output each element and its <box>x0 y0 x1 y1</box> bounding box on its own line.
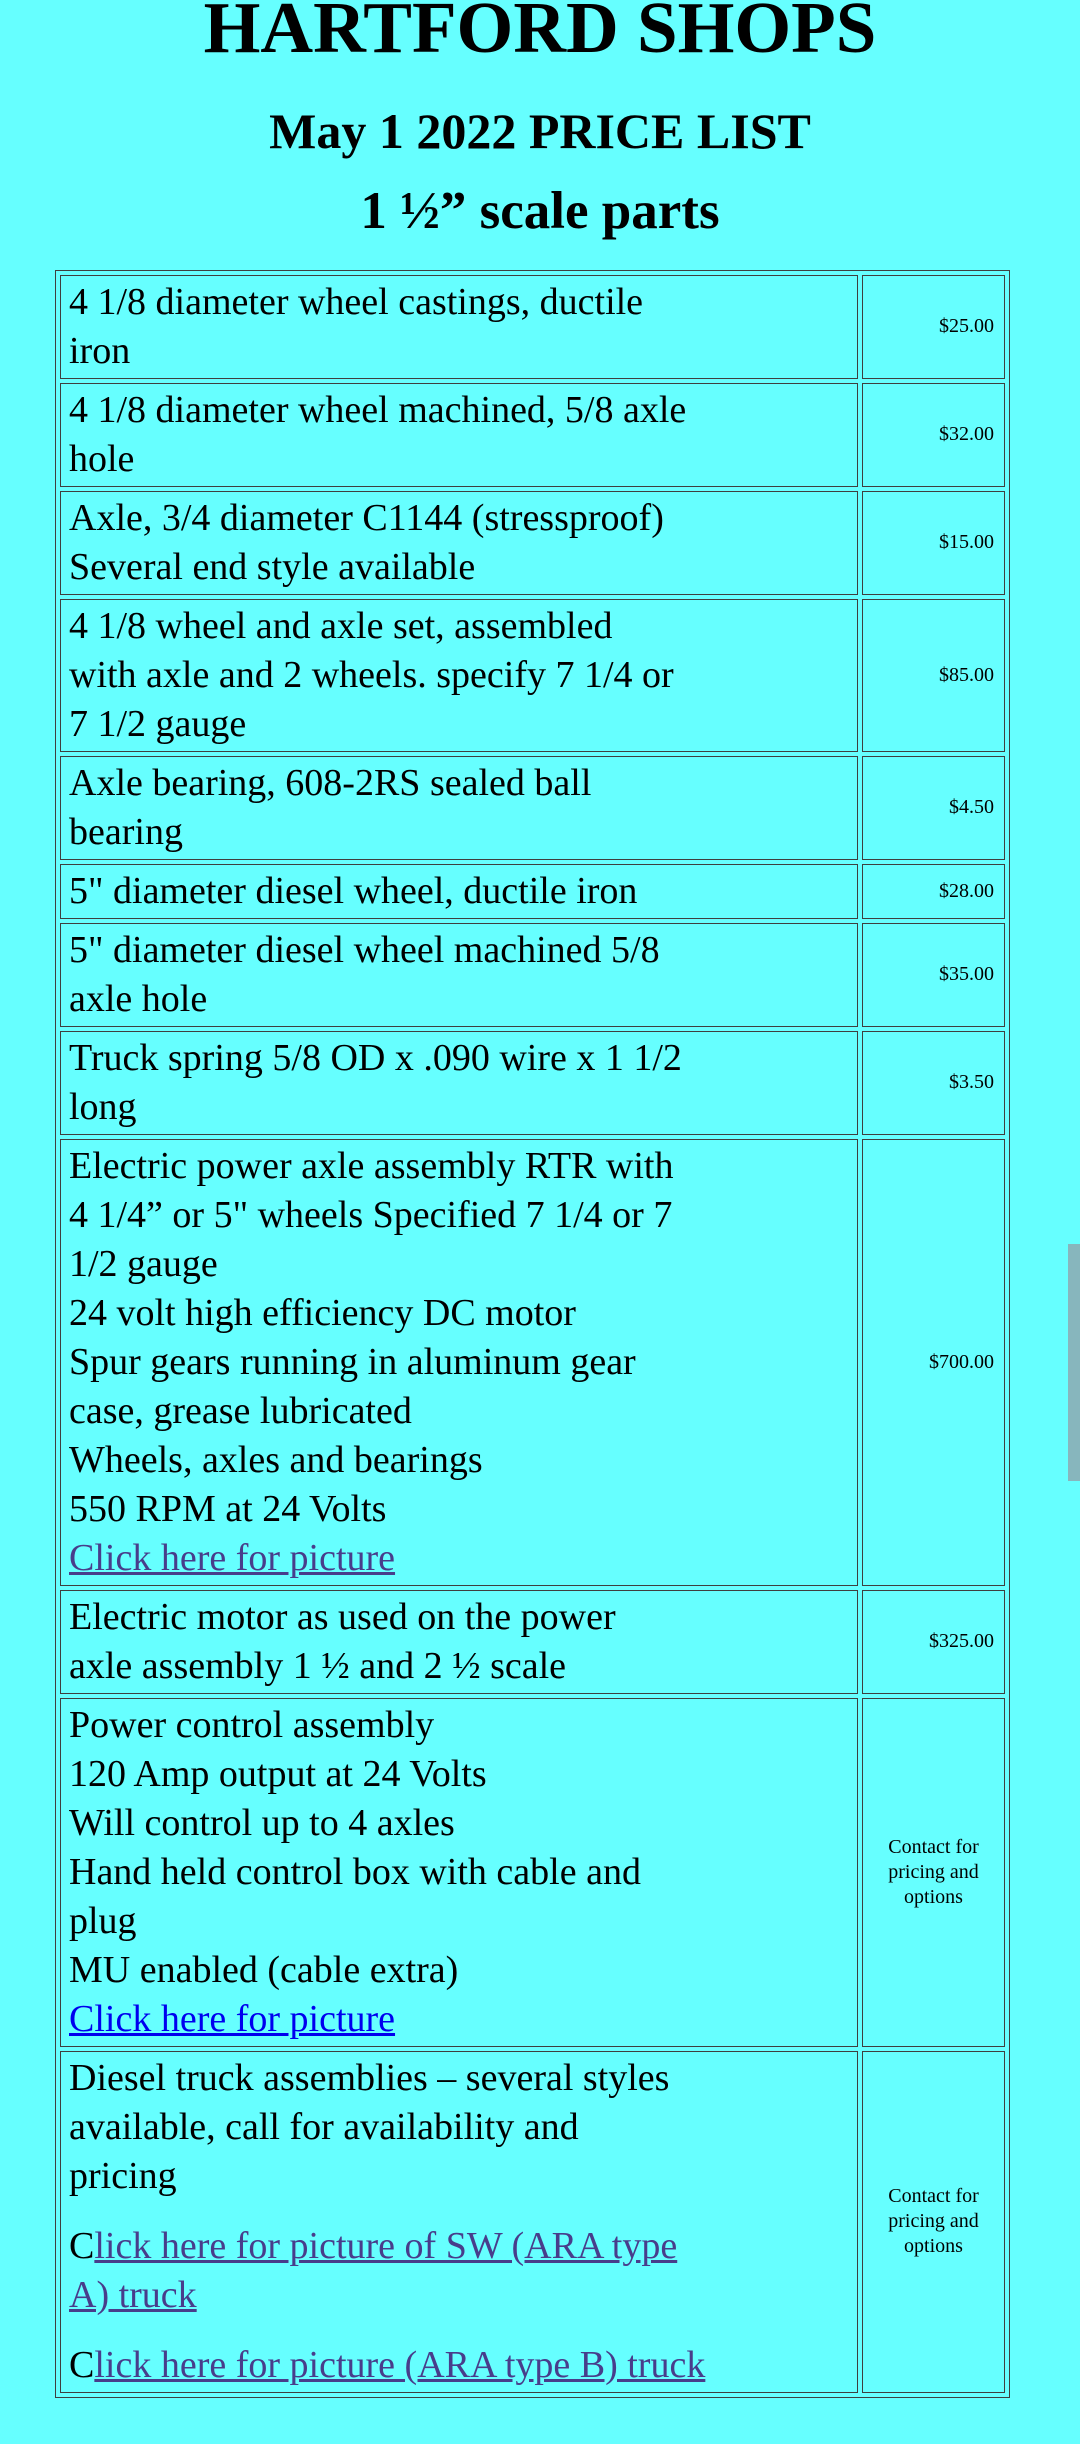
scale-parts-subtitle: 1 ½” scale parts <box>360 182 720 240</box>
price-cell: Contact for pricing and options <box>862 2051 1005 2393</box>
table-row <box>60 756 1005 860</box>
link-line <box>69 2341 849 2390</box>
price-cell: $35.00 <box>862 923 1005 1027</box>
item-description-text: pricing <box>69 2154 177 2197</box>
item-description-text: Electric motor as used on the power <box>69 1595 616 1638</box>
price-cell: $4.50 <box>862 756 1005 860</box>
table-row <box>60 491 1005 595</box>
item-description-text: available, call for availability and <box>69 2105 579 2148</box>
item-description-text: Axle bearing, 608-2RS sealed ball <box>69 761 592 804</box>
table-row <box>60 1139 1005 1586</box>
table-row <box>60 1031 1005 1135</box>
item-description-text: hole <box>69 437 135 480</box>
item-description-text: 24 volt high efficiency DC motor <box>69 1291 576 1334</box>
table-row <box>60 864 1005 919</box>
ara-type-b-truck-picture-link[interactable]: lick here for picture (ARA type B) truck <box>94 2343 706 2386</box>
price-cell: Contact for pricing and options <box>862 1698 1005 2047</box>
table-row <box>60 2051 1005 2393</box>
link-line <box>69 2222 849 2320</box>
price-cell: $25.00 <box>862 275 1005 379</box>
item-description-text: 4 1/8 wheel and axle set, assembled <box>69 604 613 647</box>
item-description-text: 550 RPM at 24 Volts <box>69 1487 387 1530</box>
item-description-text: 5" diameter diesel wheel, ductile iron <box>69 869 638 912</box>
power-axle-picture-link[interactable]: Click here for picture <box>69 1536 396 1579</box>
price-table <box>55 270 1010 2398</box>
price-cell: $32.00 <box>862 383 1005 487</box>
item-description-cell <box>60 599 858 752</box>
item-description-text: case, grease lubricated <box>69 1389 412 1432</box>
item-description-text: with axle and 2 wheels. specify 7 1/4 or <box>69 653 674 696</box>
item-description-text: axle hole <box>69 977 208 1020</box>
link-prefix-text: C <box>69 2224 95 2267</box>
item-description-cell <box>60 1698 858 2047</box>
item-description-cell <box>60 491 858 595</box>
scrollbar-thumb[interactable] <box>1068 1244 1080 1481</box>
price-table-body <box>60 275 1005 2393</box>
item-description-text: iron <box>69 329 131 372</box>
item-description-cell <box>60 1590 858 1694</box>
price-cell: $15.00 <box>862 491 1005 595</box>
price-cell: $85.00 <box>862 599 1005 752</box>
price-list-subtitle: May 1 2022 PRICE LIST <box>269 103 811 159</box>
item-description-text: Power control assembly <box>69 1703 435 1746</box>
table-row <box>60 275 1005 379</box>
item-description-text: Wheels, axles and bearings <box>69 1438 483 1481</box>
link-line <box>69 1995 849 2044</box>
item-description-text: Several end style available <box>69 545 476 588</box>
item-description-cell <box>60 864 858 919</box>
sw-ara-type-a-truck-picture-link[interactable]: lick here for picture of SW (ARA type A) truck <box>69 2224 678 2316</box>
item-description-text: bearing <box>69 810 183 853</box>
item-description-text: 4 1/8 diameter wheel machined, 5/8 axle <box>69 388 687 431</box>
item-description-text: 120 Amp output at 24 Volts <box>69 1752 487 1795</box>
table-row <box>60 383 1005 487</box>
table-row <box>60 1590 1005 1694</box>
link-line <box>69 1534 849 1583</box>
power-control-picture-link[interactable]: Click here for picture <box>69 1997 396 2040</box>
item-description-text: Truck spring 5/8 OD x .090 wire x 1 1/2 <box>69 1036 682 1079</box>
link-prefix-text: C <box>69 2343 95 2386</box>
item-description-text: long <box>69 1085 137 1128</box>
item-description-text: 5" diameter diesel wheel machined 5/8 <box>69 928 660 971</box>
item-description-text: Electric power axle assembly RTR with <box>69 1144 674 1187</box>
item-description-cell <box>60 923 858 1027</box>
item-description-cell <box>60 2051 858 2393</box>
item-description-text: Spur gears running in aluminum gear <box>69 1340 636 1383</box>
item-description-text: plug <box>69 1899 137 1942</box>
item-description-cell <box>60 275 858 379</box>
page-title: HARTFORD SHOPS <box>203 0 877 68</box>
price-cell: $3.50 <box>862 1031 1005 1135</box>
price-cell: $700.00 <box>862 1139 1005 1586</box>
item-description-text: 4 1/8 diameter wheel castings, ductile <box>69 280 644 323</box>
item-description-text: Diesel truck assemblies – several styles <box>69 2056 670 2099</box>
item-description-cell <box>60 1031 858 1135</box>
item-description-text: MU enabled (cable extra) <box>69 1948 459 1991</box>
item-description-text: Axle, 3/4 diameter C1144 (stressproof) <box>69 496 664 539</box>
table-row <box>60 599 1005 752</box>
price-cell: $28.00 <box>862 864 1005 919</box>
price-cell: $325.00 <box>862 1590 1005 1694</box>
item-description-text: 7 1/2 gauge <box>69 702 247 745</box>
item-description-text: Will control up to 4 axles <box>69 1801 455 1844</box>
item-description-cell <box>60 1139 858 1586</box>
item-description-text: axle assembly 1 ½ and 2 ½ scale <box>69 1644 567 1687</box>
item-description-text: 1/2 gauge <box>69 1242 218 1285</box>
table-row <box>60 923 1005 1027</box>
item-description-cell <box>60 756 858 860</box>
item-description-text: 4 1/4” or 5" wheels Specified 7 1/4 or 7 <box>69 1193 673 1236</box>
table-row <box>60 1698 1005 2047</box>
item-description-text: Hand held control box with cable and <box>69 1850 641 1893</box>
item-description-cell <box>60 383 858 487</box>
